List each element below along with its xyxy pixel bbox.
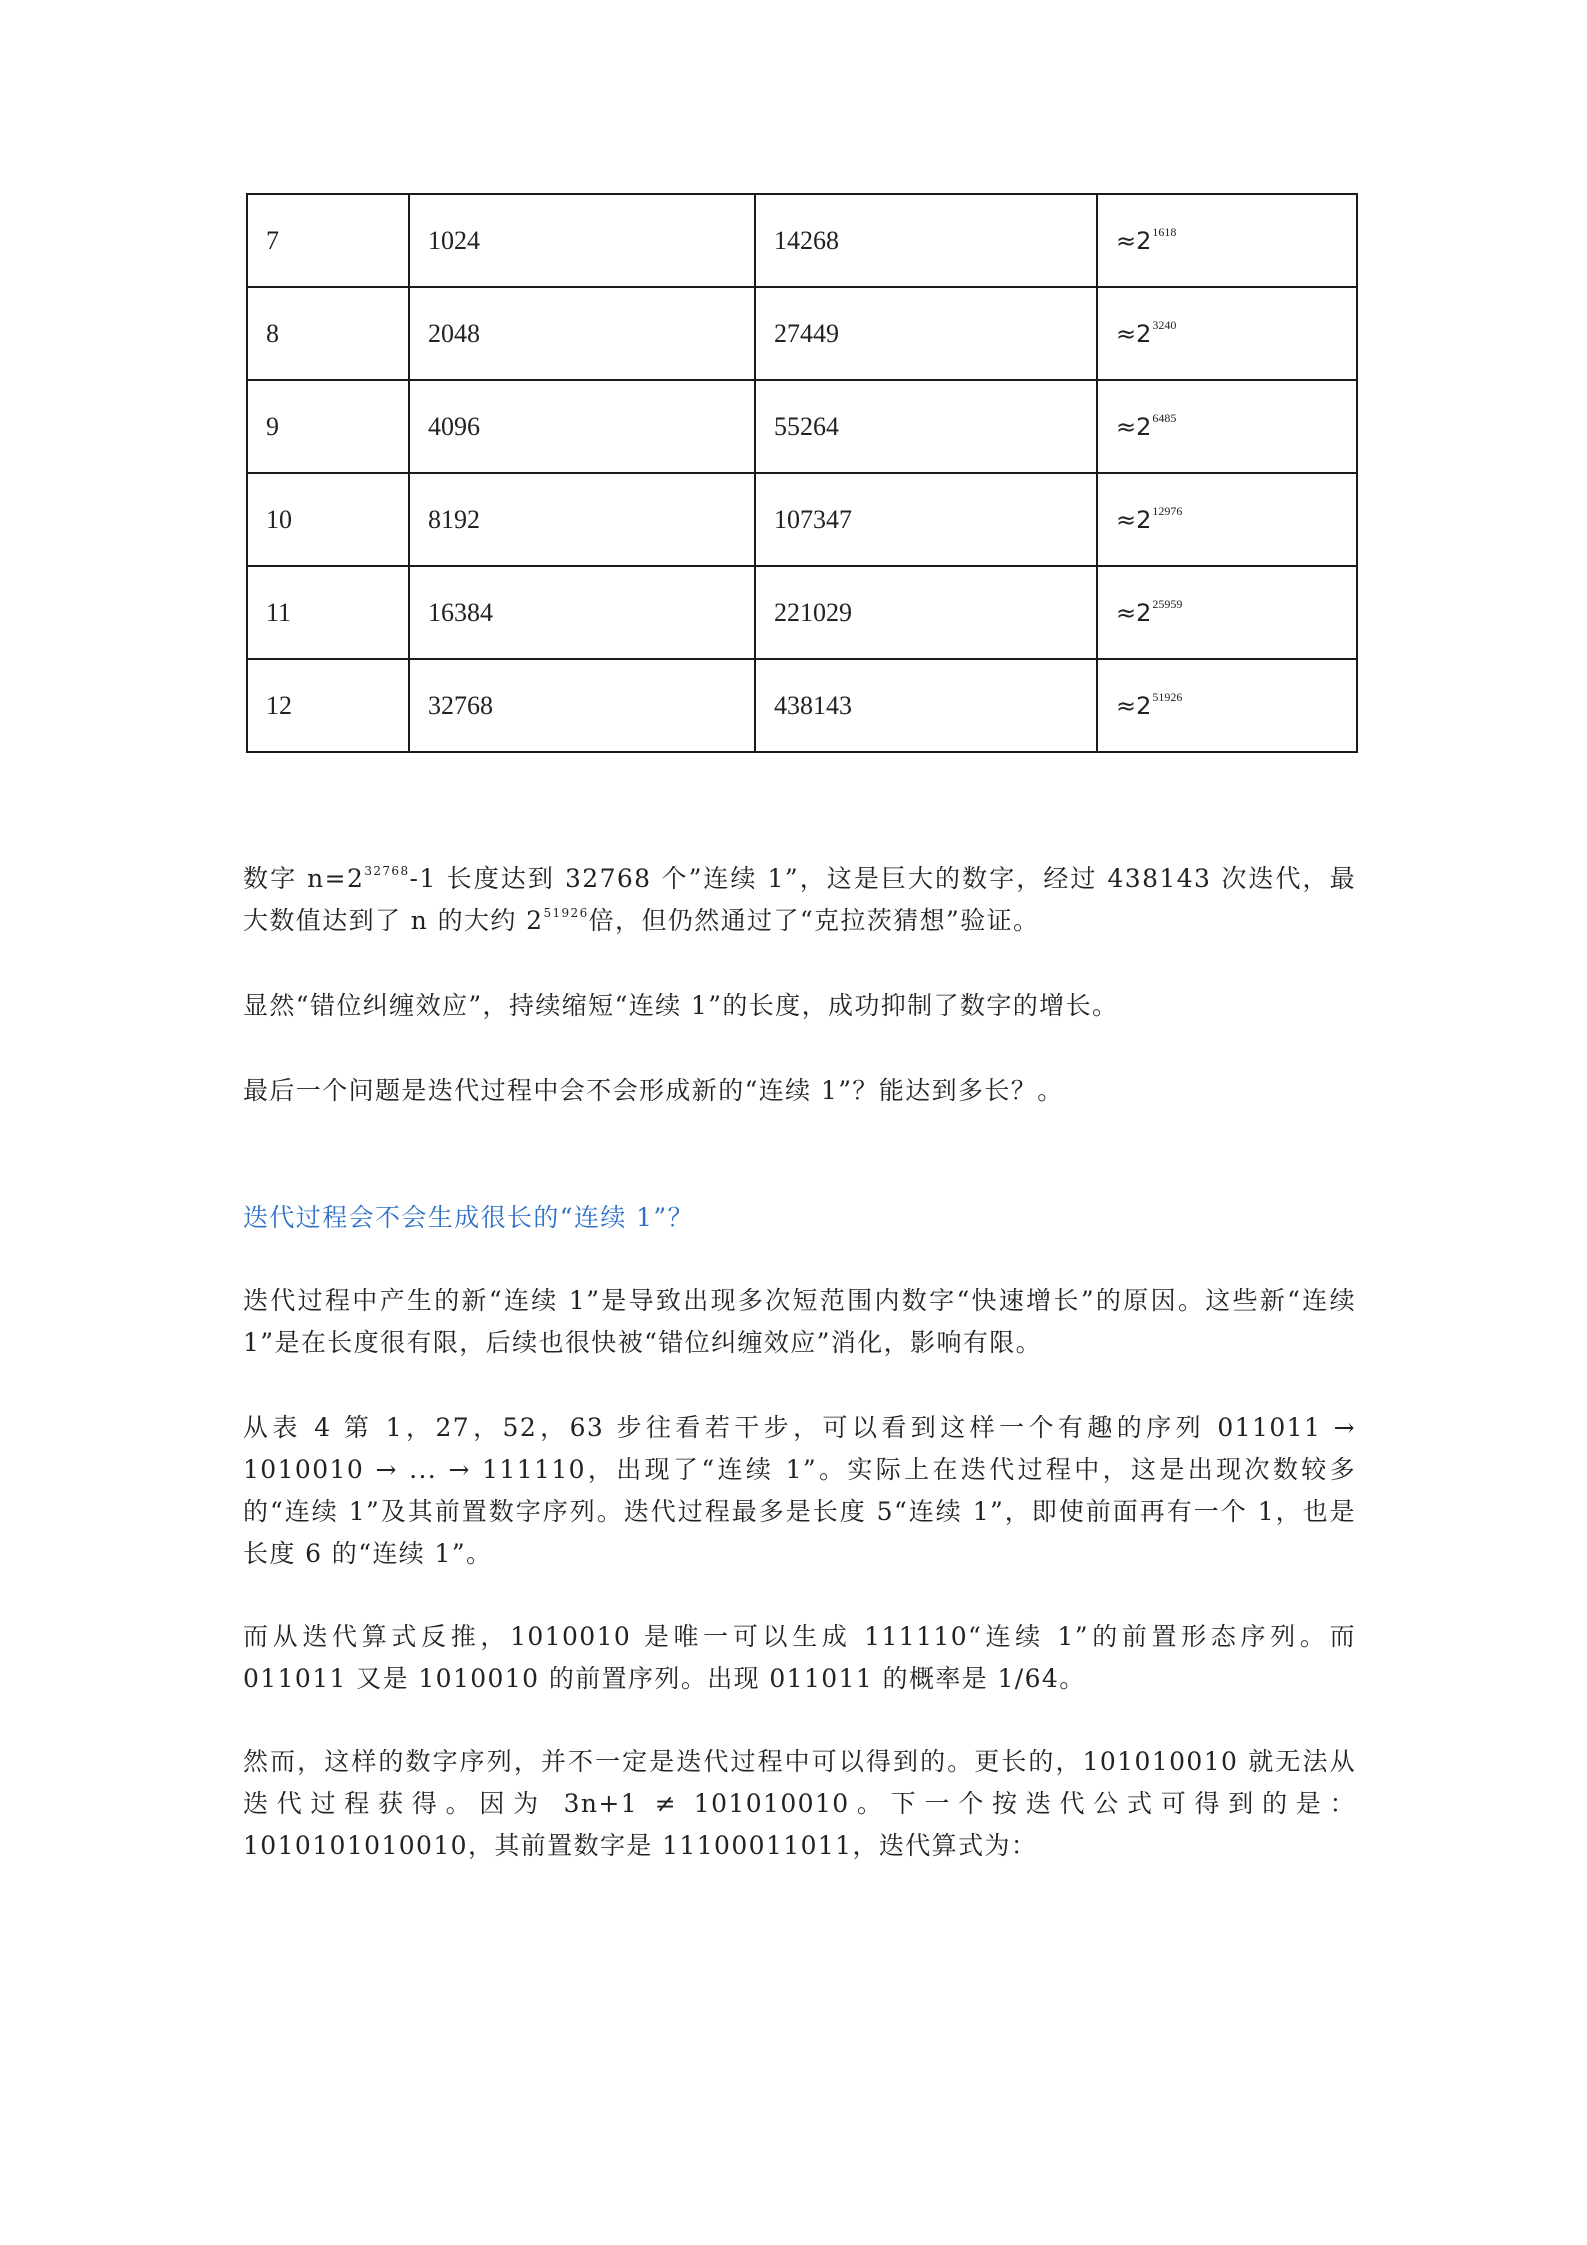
table-cell: 11	[247, 566, 409, 659]
table-cell	[1097, 659, 1357, 752]
table-row	[247, 287, 1357, 380]
table-cell: 10	[247, 473, 409, 566]
approx-base: ≈2	[1116, 412, 1152, 441]
table-cell: 32768	[409, 659, 755, 752]
approx-base: ≈2	[1116, 598, 1152, 627]
table-cell: 1024	[409, 194, 755, 287]
table-cell	[1097, 194, 1357, 287]
exponent: 12976	[1152, 503, 1183, 518]
table-cell: 2048	[409, 287, 755, 380]
exponent: 6485	[1152, 410, 1177, 425]
table-cell: 221029	[755, 566, 1097, 659]
approx-base: ≈2	[1116, 319, 1152, 348]
table-cell: 4096	[409, 380, 755, 473]
table-cell: 12	[247, 659, 409, 752]
table-cell: 8192	[409, 473, 755, 566]
exponent: 51926	[543, 906, 589, 920]
text-run: 数字 n=2	[243, 864, 365, 893]
paragraph: 显然“错位纠缠效应”，持续缩短“连续 1”的长度，成功抑制了数字的增长。	[243, 991, 1119, 1020]
exponent: 1618	[1152, 224, 1177, 239]
table-cell: 438143	[755, 659, 1097, 752]
section-heading: 迭代过程会不会生成很长的“连续 1”？	[243, 1203, 695, 1232]
table-cell: 8	[247, 287, 409, 380]
table-row	[247, 194, 1357, 287]
table-row	[247, 473, 1357, 566]
paragraph: 然而，这样的数字序列，并不一定是迭代过程中可以得到的。更长的，101010010 就无法从迭代过程获得。因为 3n+1 ≠ 101010010。下一个按迭代公式可得到的是：1010101010010，其前置数字是 11100011011，迭代算式为：	[243, 1747, 1356, 1860]
approx-base: ≈2	[1116, 226, 1152, 255]
exponent: 3240	[1152, 317, 1177, 332]
table-row	[247, 566, 1357, 659]
table-cell: 27449	[755, 287, 1097, 380]
approx-base: ≈2	[1116, 691, 1152, 720]
paragraph: 而从迭代算式反推，1010010 是唯一可以生成 111110“连续 1”的前置形态序列。而 011011 又是 1010010 的前置序列。出现 011011 的概率是 1/64。	[243, 1622, 1356, 1693]
table-cell	[1097, 473, 1357, 566]
text-run: -1 长度达到 32768 个”连续 1”，这是巨大的数字，经过 438143 次迭代，最大数值达到了 n 的大约 2	[243, 864, 1356, 935]
table-cell	[1097, 287, 1357, 380]
paragraph: 最后一个问题是迭代过程中会不会形成新的“连续 1”？能达到多长？。	[243, 1076, 1064, 1105]
paragraph: 从表 4 第 1，27，52，63 步往看若干步，可以看到这样一个有趣的序列 011011 → 1010010 → ... → 111110，出现了“连续 1”。实际上在迭代过程中，这是出现次数较多的“连续 1”及其前置数字序列。迭代过程最多是长度 5“连续 1”，即使前面再有一个 1，也是长度 6 的“连续 1”。	[243, 1413, 1356, 1568]
table-cell	[1097, 566, 1357, 659]
table-row	[247, 380, 1357, 473]
exponent: 25959	[1152, 596, 1183, 611]
table-cell: 7	[247, 194, 409, 287]
exponent: 51926	[1152, 689, 1183, 704]
approx-base: ≈2	[1116, 505, 1152, 534]
text-run: 倍，但仍然通过了“克拉茨猜想”验证。	[588, 906, 1040, 935]
table-cell	[1097, 380, 1357, 473]
exponent: 32768	[364, 864, 410, 878]
paragraph	[243, 858, 1356, 942]
table-cell: 9	[247, 380, 409, 473]
paragraph: 迭代过程中产生的新“连续 1”是导致出现多次短范围内数字“快速增长”的原因。这些新“连续 1”是在长度很有限，后续也很快被“错位纠缠效应”消化，影响有限。	[243, 1286, 1356, 1357]
table-cell: 107347	[755, 473, 1097, 566]
table-cell: 16384	[409, 566, 755, 659]
table-cell: 55264	[755, 380, 1097, 473]
data-table	[246, 193, 1358, 753]
table-cell: 14268	[755, 194, 1097, 287]
table-row	[247, 659, 1357, 752]
